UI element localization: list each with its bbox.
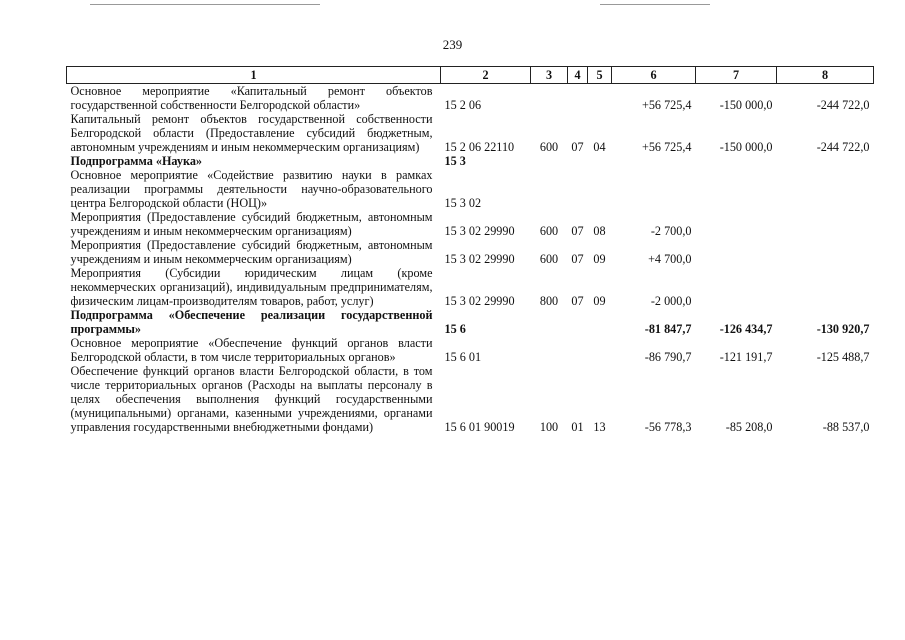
row-code: 15 3 02 29990	[444, 252, 515, 266]
row-section-code: 07	[571, 140, 584, 154]
table-row	[67, 168, 874, 210]
row-code: 15 3 02 29990	[444, 224, 515, 238]
row-value-6: +56 725,4	[641, 140, 692, 154]
row-value-7: -150 000,0	[719, 140, 773, 154]
row-type-code	[531, 168, 568, 210]
row-section-code	[568, 168, 588, 210]
table-row	[67, 154, 874, 168]
row-value-7: -121 191,7	[719, 350, 773, 364]
row-value-8	[777, 154, 874, 168]
row-value-7	[696, 238, 777, 266]
header-row	[67, 67, 874, 84]
header-cell: 8	[777, 67, 874, 84]
row-name: Подпрограмма «Наука»	[70, 154, 203, 168]
row-name: Основное мероприятие «Капитальный ремонт объектов государственной собственности Белгородской области»	[70, 84, 433, 112]
row-value-8	[777, 266, 874, 308]
row-value-8	[777, 238, 874, 266]
row-section-code	[568, 308, 588, 336]
row-value-8: -130 920,7	[816, 322, 870, 336]
header-cell: 7	[696, 67, 777, 84]
row-name: Мероприятия (Субсидии юридическим лицам (кроме некоммерческих организаций), индивидуальным предпринимателям, физическим лицам-производителям товаров, работ, услуг)	[70, 266, 433, 308]
row-subsection-code: 09	[593, 252, 606, 266]
row-type-code: 100	[539, 420, 559, 434]
budget-table	[66, 66, 874, 434]
row-section-code	[568, 336, 588, 364]
row-value-6: +4 700,0	[648, 252, 692, 266]
row-type-code	[531, 84, 568, 113]
row-type-code: 600	[539, 140, 559, 154]
table-body	[67, 84, 874, 435]
row-value-6: -86 790,7	[644, 350, 692, 364]
table-row	[67, 364, 874, 434]
row-type-code: 800	[539, 294, 559, 308]
row-name: Мероприятия (Предоставление субсидий бюджетным, автономным учреждениям и иным некоммерческим организациям)	[70, 238, 433, 266]
row-type-code	[531, 336, 568, 364]
row-value-7	[696, 168, 777, 210]
row-code: 15 6 01	[444, 350, 482, 364]
row-subsection-code	[588, 336, 612, 364]
row-code: 15 2 06 22110	[444, 140, 515, 154]
row-value-8: -244 722,0	[816, 98, 870, 112]
row-name: Мероприятия (Предоставление субсидий бюджетным, автономным учреждениям и иным некоммерческим организациям)	[70, 210, 433, 238]
row-subsection-code	[588, 154, 612, 168]
row-type-code	[531, 154, 568, 168]
row-subsection-code: 09	[593, 294, 606, 308]
row-name: Основное мероприятие «Обеспечение функций органов власти Белгородской области, в том числе территориальных органов»	[70, 336, 433, 364]
row-subsection-code: 08	[593, 224, 606, 238]
row-value-6: +56 725,4	[641, 98, 692, 112]
row-name: Обеспечение функций органов власти Белгородской области, в том числе территориальных органов (Расходы на выплаты персоналу в целях обеспечения выполнения функций государственными (муниципальными) органами, казенными учреждениями, органами управления государственными внебюджетными фондами)	[70, 364, 433, 434]
row-name: Подпрограмма «Обеспечение реализации государственной программы»	[70, 308, 433, 336]
row-code: 15 6 01 90019	[444, 420, 515, 434]
table-row	[67, 266, 874, 308]
header-cell: 3	[531, 67, 568, 84]
header-cell: 2	[441, 67, 531, 84]
row-section-code: 07	[571, 224, 584, 238]
row-value-6	[612, 168, 696, 210]
row-value-6	[612, 154, 696, 168]
table-row	[67, 336, 874, 364]
header-cell: 6	[612, 67, 696, 84]
table-row	[67, 112, 874, 154]
row-value-8: -88 537,0	[822, 420, 870, 434]
row-name: Основное мероприятие «Содействие развитию науки в рамках реализации программы деятельности научно-образовательного центра Белгородской области (НОЦ)»	[70, 168, 433, 210]
row-value-7: -85 208,0	[725, 420, 773, 434]
row-value-6: -2 000,0	[650, 294, 692, 308]
row-section-code: 01	[571, 420, 584, 434]
row-section-code: 07	[571, 294, 584, 308]
row-value-8	[777, 168, 874, 210]
row-type-code	[531, 308, 568, 336]
row-value-7: -150 000,0	[719, 98, 773, 112]
row-code: 15 3	[444, 154, 466, 168]
row-value-6: -2 700,0	[650, 224, 692, 238]
table-row	[67, 84, 874, 113]
header-cell: 4	[568, 67, 588, 84]
row-subsection-code	[588, 308, 612, 336]
row-value-7	[696, 210, 777, 238]
row-value-8	[777, 210, 874, 238]
row-type-code: 600	[539, 252, 559, 266]
row-code: 15 2 06	[444, 98, 482, 112]
row-value-8: -244 722,0	[816, 140, 870, 154]
row-subsection-code: 13	[593, 420, 606, 434]
header-cell: 1	[67, 67, 441, 84]
scan-mark-top-left	[90, 4, 320, 5]
row-subsection-code: 04	[593, 140, 606, 154]
row-value-6: -81 847,7	[644, 322, 692, 336]
row-section-code	[568, 84, 588, 113]
table-row	[67, 238, 874, 266]
row-section-code: 07	[571, 252, 584, 266]
row-code: 15 3 02 29990	[444, 294, 515, 308]
row-type-code: 600	[539, 224, 559, 238]
scan-mark-top-right	[600, 4, 710, 5]
row-value-7	[696, 154, 777, 168]
row-code: 15 6	[444, 322, 466, 336]
row-section-code	[568, 154, 588, 168]
row-value-8: -125 488,7	[816, 350, 870, 364]
row-value-7	[696, 266, 777, 308]
table-row	[67, 210, 874, 238]
row-subsection-code	[588, 84, 612, 113]
row-subsection-code	[588, 168, 612, 210]
header-cell: 5	[588, 67, 612, 84]
row-value-7: -126 434,7	[719, 322, 773, 336]
row-name: Капитальный ремонт объектов государственной собственности Белгородской области (Предоставление субсидий бюджетным, автономным учреждениям и иным некоммерческим организациям)	[70, 112, 433, 154]
row-code: 15 3 02	[444, 196, 482, 210]
row-value-6: -56 778,3	[644, 420, 692, 434]
table-row	[67, 308, 874, 336]
page-number: 239	[442, 37, 463, 52]
